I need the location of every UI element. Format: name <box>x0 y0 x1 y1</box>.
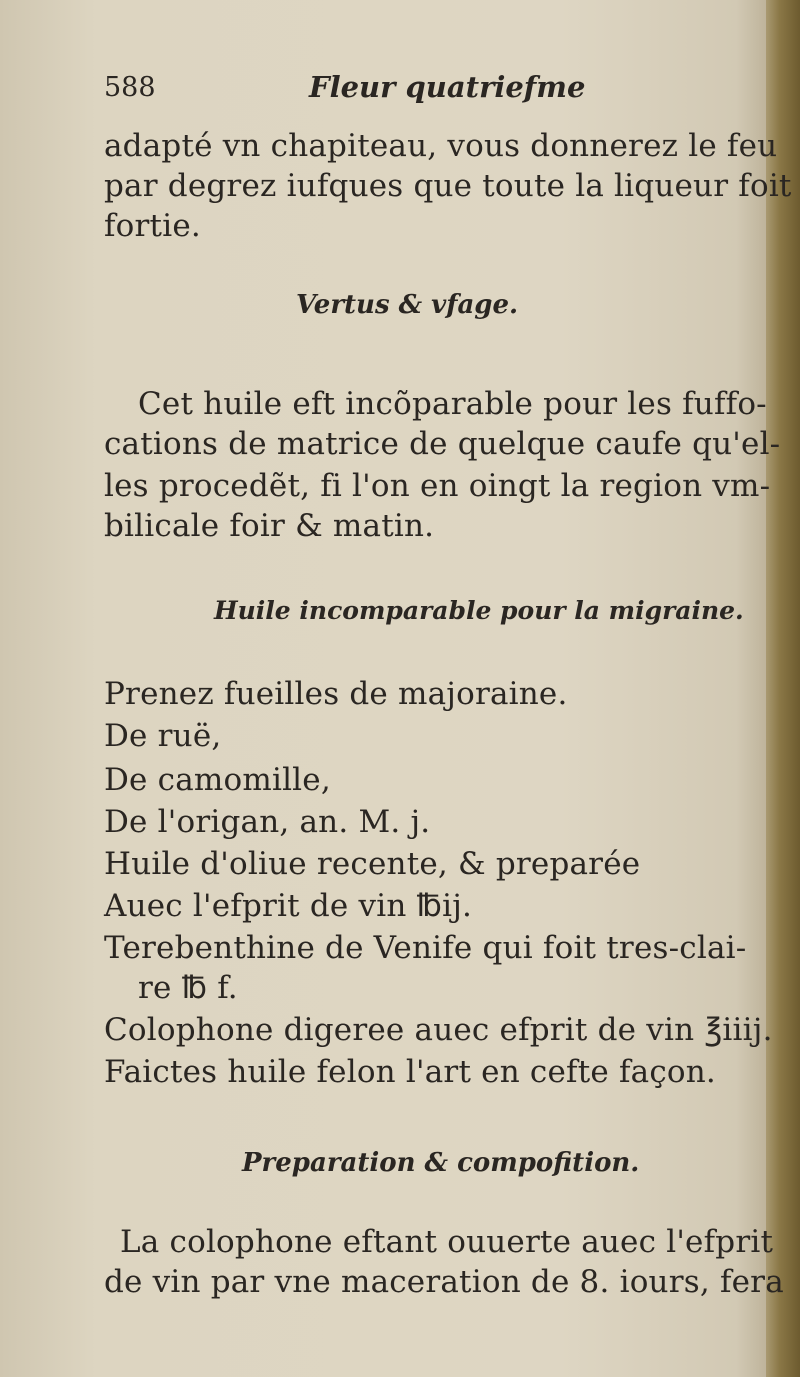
section-heading-huile: Huile incomparable pour la migraine. <box>214 596 744 625</box>
section-heading-vertus: Vertus & vfage. <box>296 290 519 320</box>
page-header <box>104 72 724 116</box>
recipe-line: Prenez fueilles de majoraine. <box>104 676 568 712</box>
recipe-line: Faictes huile felon l'art en cefte façon. <box>104 1054 716 1090</box>
recipe-line: De ruë, <box>104 718 222 754</box>
recipe-line: Colophone digeree auec efprit de vin ℥iiij. <box>104 1012 773 1048</box>
recipe-line: Terebenthine de Venife qui foit tres-clai- <box>104 930 747 966</box>
text-line: Cet huile eft incõparable pour les fuffo- <box>138 386 767 422</box>
page-number: 588 <box>104 72 156 103</box>
recipe-line: De camomille, <box>104 762 331 798</box>
text-line: de vin par vne maceration de 8. iours, fera <box>104 1264 784 1300</box>
text-line: par degrez iufques que toute la liqueur foit <box>104 168 792 204</box>
text-line: cations de matrice de quelque caufe qu'el- <box>104 426 781 462</box>
section-heading-preparation: Preparation & compofition. <box>242 1148 640 1178</box>
book-spine-edge <box>766 0 800 1377</box>
running-title: Fleur quatriefme <box>309 70 586 104</box>
recipe-line: De l'origan, an. M. j. <box>104 804 431 840</box>
text-line: les procedẽt, fi l'on en oingt la region vm- <box>104 468 771 504</box>
text-line: La colophone eftant ouuerte auec l'efprit <box>120 1224 774 1260</box>
recipe-line: Huile d'oliue recente, & preparée <box>104 846 641 882</box>
text-line: fortie. <box>104 208 201 244</box>
recipe-line: re ℔ f. <box>138 970 238 1006</box>
recipe-line: Auec l'efprit de vin ℔ij. <box>104 888 473 924</box>
text-line: adapté vn chapiteau, vous donnerez le feu <box>104 128 778 164</box>
text-line: bilicale foir & matin. <box>104 508 435 544</box>
